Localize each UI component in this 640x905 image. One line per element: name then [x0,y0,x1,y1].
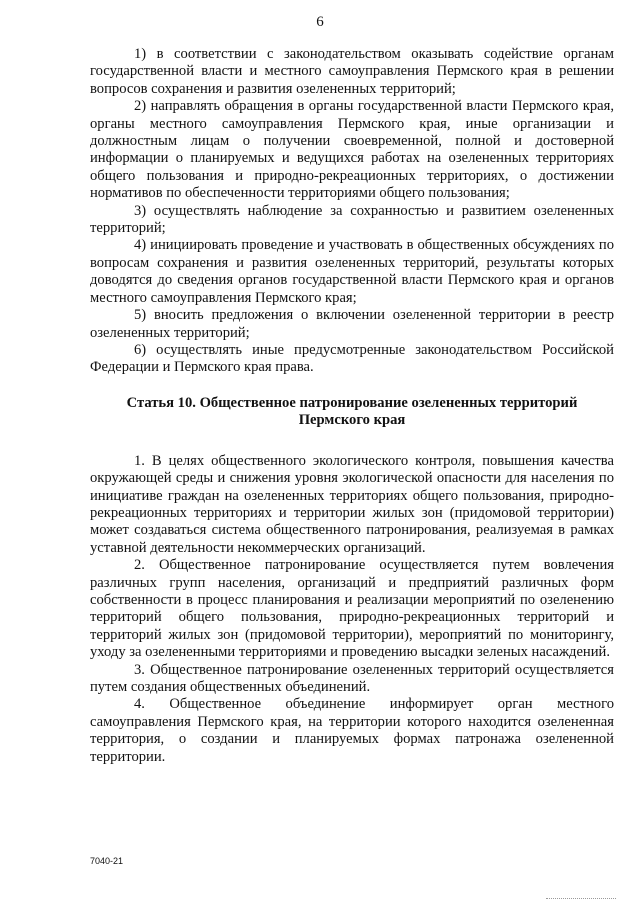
article-heading: Статья 10. Общественное патронирование озелененных территорий Пермского края [126,394,578,428]
article-paragraph-3: 3. Общественное патронирование озелененных территорий осуществляется путем создания общественных объединений. [90,661,614,695]
document-code: 7040-21 [90,856,124,866]
article-paragraph-1: 1. В целях общественного экологического контроля, повышения качества окружающей среды и снижения уровня экологической опасности для населения по инициативе граждан на озелененных территориях общего пользования, природно-рекреационных территориях и территории жилых зон (придомовой территории) может создаваться система общественного патронирования, реализуемая в рамках уставной деятельности некоммерческих организаций. [90,452,614,556]
list-item-3: 3) осуществлять наблюдение за сохранностью и развитием озелененных территорий; [90,202,614,237]
page-number: 6 [316,14,324,30]
article-paragraph-2: 2. Общественное патронирование осуществляется путем вовлечения различных групп населения, организаций и предприятий различных форм собственности в процесс планирования и реализации мероприятий по озеленению территорий общего пользования, природно-рекреационных территорий и территорий жилых зон (придомовой территории), мероприятий по мониторингу, уходу за озелененными территориями и проведению высадки зеленых насаждений. [90,557,614,661]
list-item-2: 2) направлять обращения в органы государственной власти Пермского края, органы местного самоуправления Пермского края, иные организации и должностным лицам о получении своевременной, полной и достоверной информации о планируемых и ведущихся работах на озелененных территориях общего пользования и природно-рекреационных территориях, о достижении нормативов по обеспеченности территориями общего пользования; [90,98,614,202]
list-item-5: 5) вносить предложения о включении озелененной территории в реестр озелененных территорий; [90,307,614,341]
list-item-1: 1) в соответствии с законодательством оказывать содействие органам государственной власти и местного самоуправления Пермского края в решении вопросов сохранения и развития озелененных территорий; [90,46,614,97]
list-item-4: 4) инициировать проведение и участвовать в общественных обсуждениях по вопросам сохранения и развития озелененных территорий, результаты которых доводятся до сведения органов государственной власти Пермского края и органов местного самоуправления Пермского края; [90,237,614,306]
list-item-6: 6) осуществлять иные предусмотренные законодательством Российской Федерации и Пермского края права. [90,341,614,376]
article-paragraph-4: 4. Общественное объединение информирует орган местного самоуправления Пермского края, на территории которого находится озелененная территория, о создании и планируемых формах патронажа озелененной территории. [90,696,614,765]
document-body [90,46,614,766]
scan-mark [546,895,616,899]
